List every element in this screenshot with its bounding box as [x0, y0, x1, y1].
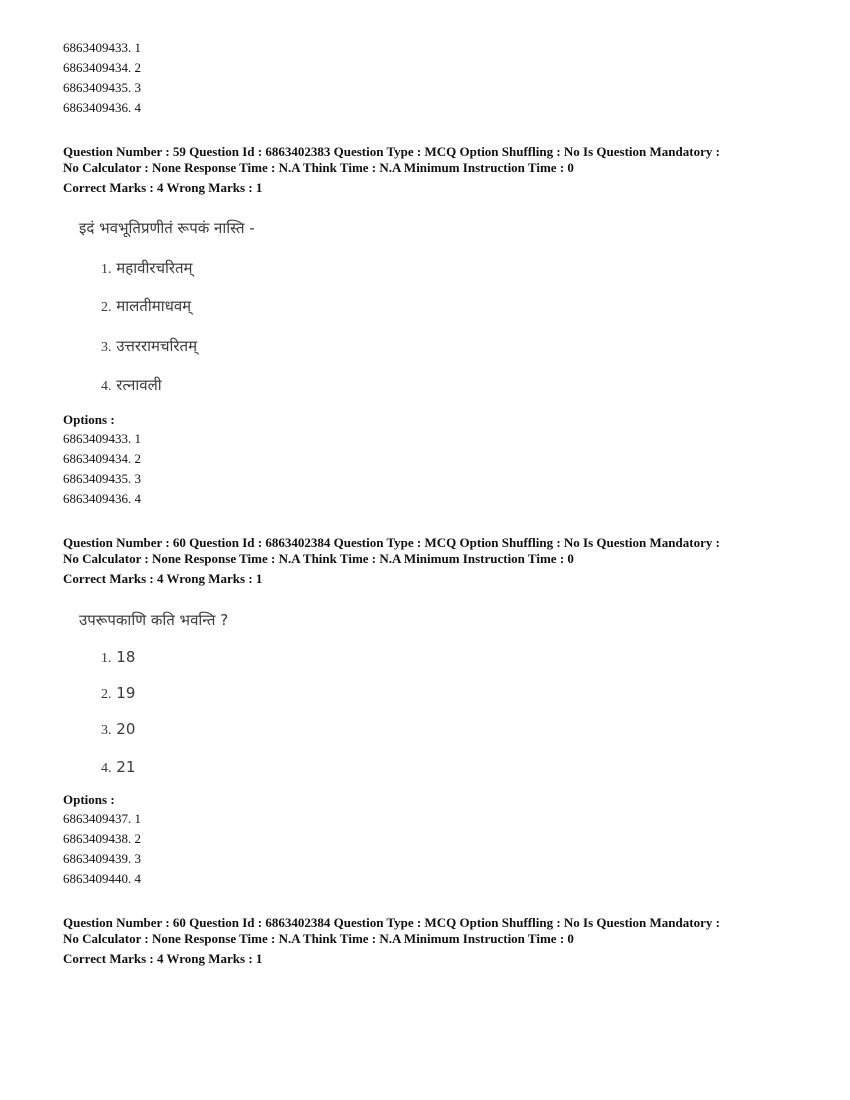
question-60-choice: 3. 20 [101, 720, 136, 738]
option-line: 6863409440. 4 [63, 871, 141, 886]
question-60-header: Question Number : 60 Question Id : 6863402384 Question Type : MCQ Option Shuffling : No Is Question Mandatory : [63, 535, 720, 550]
option-line: 6863409437. 1 [63, 811, 141, 826]
question-59-choice: 4. रत्नावली [101, 376, 162, 394]
question-60-choice: 1. 18 [101, 648, 136, 666]
question-60-options-label: Options : [63, 792, 115, 807]
option-line: 6863409433. 1 [63, 40, 141, 55]
question-59-header-cont: No Calculator : None Response Time : N.A Think Time : N.A Minimum Instruction Time : 0 [63, 160, 574, 175]
question-59-marks: Correct Marks : 4 Wrong Marks : 1 [63, 180, 263, 195]
question-60-marks: Correct Marks : 4 Wrong Marks : 1 [63, 571, 263, 586]
option-line: 6863409433. 1 [63, 431, 141, 446]
question-59-stem: इदं भवभूतिप्रणीतं रूपकं नास्ति - [79, 219, 255, 237]
option-line: 6863409436. 4 [63, 491, 141, 506]
option-line: 6863409438. 2 [63, 831, 141, 846]
question-60-repeat-marks: Correct Marks : 4 Wrong Marks : 1 [63, 951, 263, 966]
option-line: 6863409436. 4 [63, 100, 141, 115]
option-line: 6863409434. 2 [63, 60, 141, 75]
option-line: 6863409435. 3 [63, 471, 141, 486]
question-59-choice: 3. उत्तररामचरितम् [101, 337, 198, 355]
question-59-choice: 1. महावीरचरितम् [101, 259, 193, 277]
option-line: 6863409434. 2 [63, 451, 141, 466]
option-line: 6863409435. 3 [63, 80, 141, 95]
question-59-header: Question Number : 59 Question Id : 6863402383 Question Type : MCQ Option Shuffling : No Is Question Mandatory : [63, 144, 720, 159]
question-59-options-label: Options : [63, 412, 115, 427]
question-60-choice: 4. 21 [101, 758, 136, 776]
option-line: 6863409439. 3 [63, 851, 141, 866]
question-60-stem: उपरूपकाणि कति भवन्ति ? [79, 611, 229, 629]
question-60-repeat-header-cont: No Calculator : None Response Time : N.A Think Time : N.A Minimum Instruction Time : 0 [63, 931, 574, 946]
question-60-repeat-header: Question Number : 60 Question Id : 6863402384 Question Type : MCQ Option Shuffling : No Is Question Mandatory : [63, 915, 720, 930]
question-60-choice: 2. 19 [101, 684, 136, 702]
question-59-choice: 2. मालतीमाधवम् [101, 297, 192, 315]
question-60-header-cont: No Calculator : None Response Time : N.A Think Time : N.A Minimum Instruction Time : 0 [63, 551, 574, 566]
